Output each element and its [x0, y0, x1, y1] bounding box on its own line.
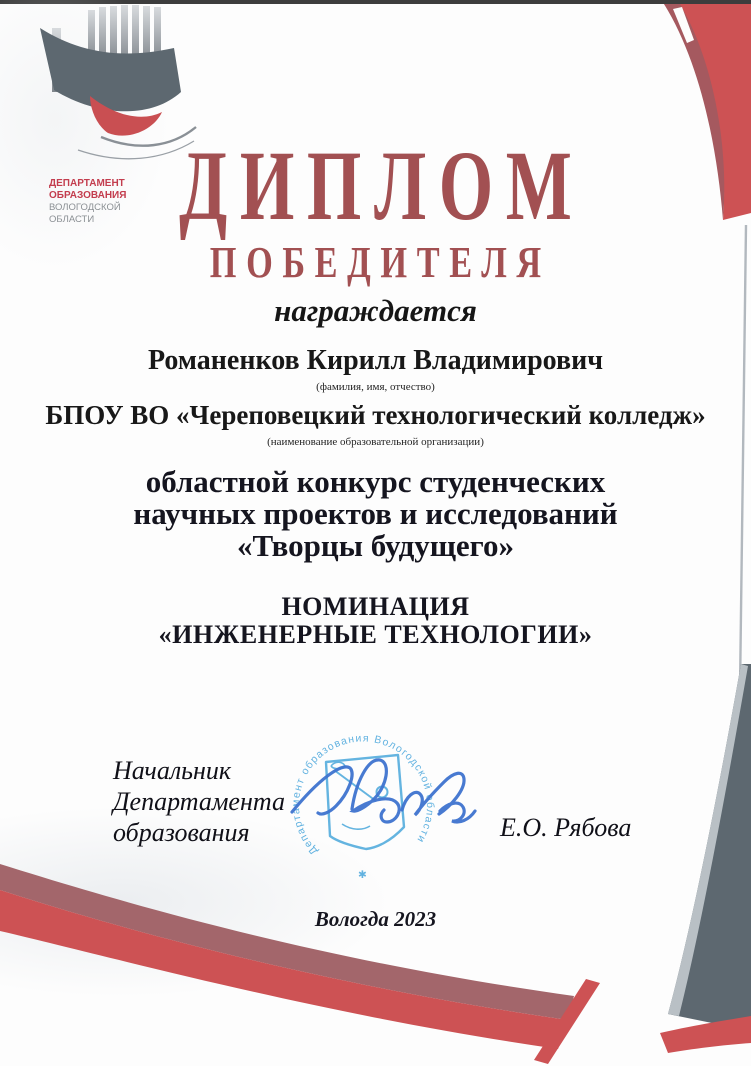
signature-autograph — [292, 760, 475, 822]
recipient-name: Романенков Кирилл Владимирович — [148, 345, 603, 376]
nomination-block — [0, 593, 751, 649]
place-and-year: Вологда 2023 — [314, 907, 437, 931]
logo-line-3: ВОЛОГОДСКОЙ — [49, 202, 121, 213]
award-lead-in: награждается — [274, 293, 477, 328]
diploma-subtitle: ПОБЕДИТЕЛЯ — [209, 238, 551, 287]
logo-line-1: ДЕПАРТАМЕНТ — [49, 178, 125, 189]
signer-position-line-3: образования — [113, 818, 250, 847]
signer-position-line-2: Департамента — [113, 787, 285, 816]
signer-name: Е.О. Рябова — [500, 813, 632, 842]
logo-line-4: ОБЛАСТИ — [49, 214, 95, 225]
signer-position — [113, 755, 285, 848]
organization-caption: (наименование образовательной организации) — [267, 436, 484, 448]
diploma-title: ДИПЛОМ — [179, 130, 585, 241]
competition-line-1: областной конкурс студенческих — [145, 464, 606, 499]
logo-line-2: ОБРАЗОВАНИЯ — [49, 190, 127, 201]
signer-position-line-1: Начальник — [113, 756, 232, 785]
competition-line-3: «Творцы будущего» — [236, 528, 514, 563]
organization-name: БПОУ ВО «Череповецкий технологический колледж» — [45, 400, 706, 430]
nomination-label: НОМИНАЦИЯ — [281, 592, 470, 621]
competition-line-2: научных проектов и исследований — [133, 496, 618, 531]
competition-name — [0, 466, 751, 562]
corner-ribbon-bottom-right — [660, 664, 751, 1053]
stamp-star: ✱ — [358, 869, 368, 881]
stamp-circular-text: Департамент образования Вологодской области — [289, 732, 437, 858]
corner-ribbon-top-right — [664, 4, 751, 220]
nomination-value: «ИНЖЕНЕРНЫЕ ТЕХНОЛОГИИ» — [158, 620, 593, 649]
recipient-caption: (фамилия, имя, отчество) — [316, 381, 435, 393]
